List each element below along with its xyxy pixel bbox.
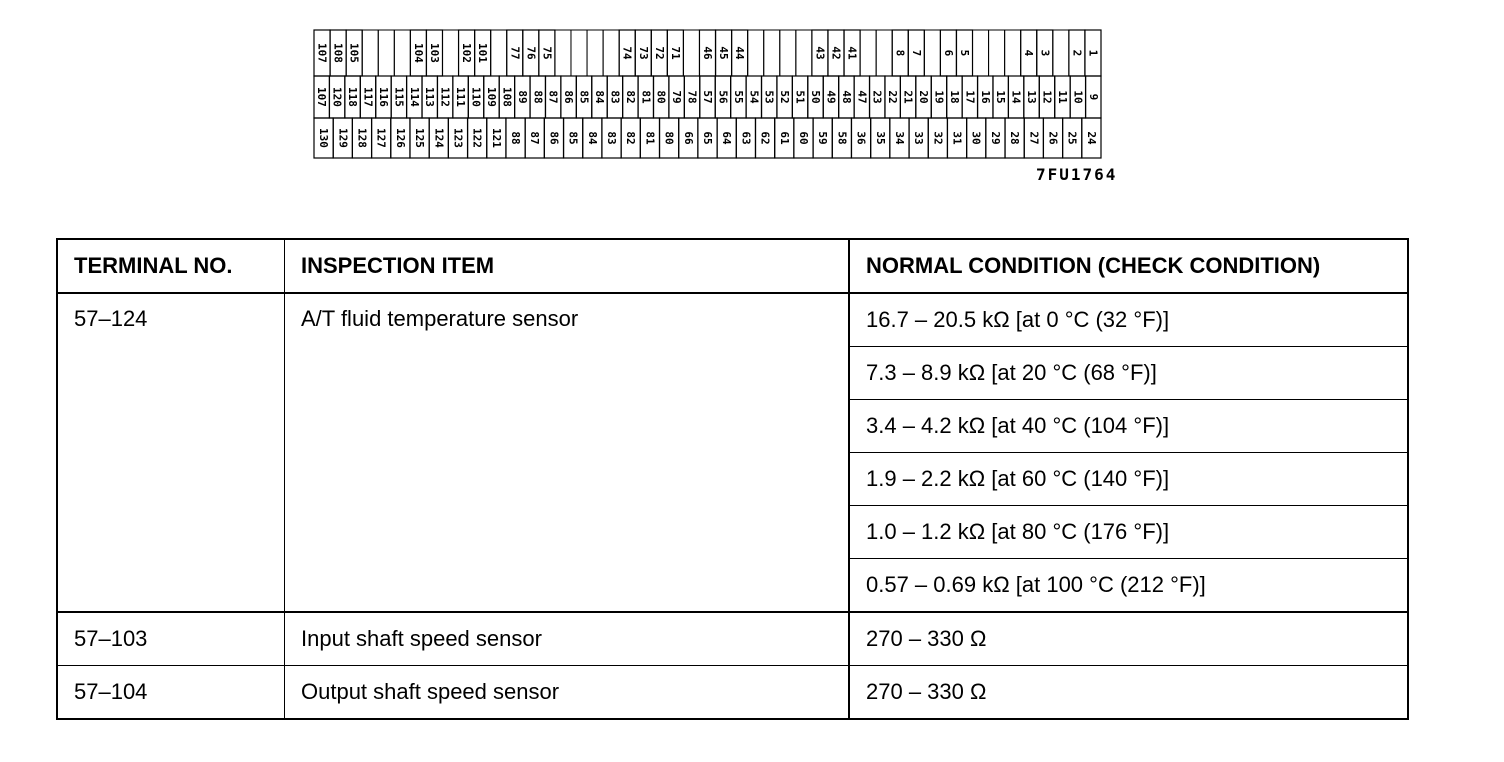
- connector-pin-label: 130: [317, 128, 331, 148]
- connector-key-slot: [796, 30, 812, 76]
- connector-pin-label: 46: [701, 46, 714, 60]
- connector-key-slot: [587, 30, 603, 76]
- connector-pin-label: 3: [1038, 49, 1052, 57]
- connector-pin-label: 55: [731, 90, 745, 104]
- connector-pin-label: 44: [733, 46, 747, 60]
- connector-pin-label: 102: [460, 43, 474, 63]
- connector-pin-label: 124: [432, 128, 446, 148]
- connector-pin-label: 108: [331, 43, 345, 63]
- connector-key-slot: [555, 30, 571, 76]
- connector-pin-label: 77: [508, 46, 522, 60]
- connector-pin-label: 42: [829, 46, 843, 60]
- connector-pin-label: 86: [547, 131, 561, 145]
- connector-pin-label: 48: [839, 90, 853, 104]
- connector-pin-label: 33: [912, 131, 926, 145]
- connector-pin-label: 81: [643, 131, 657, 145]
- connector-pin-label: 49: [824, 90, 838, 104]
- connector-pin-label: 101: [476, 43, 490, 63]
- connector-pin-label: 82: [623, 90, 637, 104]
- connector-pin-label: 64: [720, 131, 734, 145]
- connector-pin-label: 47: [855, 90, 869, 104]
- connector-key-slot: [780, 30, 796, 76]
- connector-pin-label: 30: [969, 131, 983, 145]
- connector-pin-label: 34: [892, 131, 906, 145]
- connector-pin-label: 62: [758, 131, 772, 145]
- item-cell: A/T fluid temperature sensor: [285, 293, 850, 612]
- table-row: [57, 293, 1408, 347]
- connector-pin-label: 60: [796, 131, 810, 145]
- connector-pin-label: 117: [361, 87, 375, 107]
- connector-pin-label: 87: [546, 90, 560, 104]
- condition-cell: 7.3 – 8.9 kΩ [at 20 °C (68 °F)]: [849, 347, 1408, 400]
- item-cell: Output shaft speed sensor: [285, 666, 850, 720]
- connector-pin-label: 79: [670, 90, 684, 104]
- connector-pin-label: 82: [624, 131, 638, 145]
- connector-pin-label: 32: [931, 131, 945, 145]
- connector-pin-label: 72: [652, 46, 666, 60]
- connector-pin-label: 89: [515, 90, 529, 104]
- connector-pin-label: 23: [870, 90, 884, 104]
- connector-pin-label: 12: [1040, 90, 1054, 104]
- connector-pin-label: 16: [978, 90, 992, 104]
- connector-pin-label: 17: [963, 90, 977, 104]
- connector-pin-label: 107: [315, 43, 329, 63]
- connector-pin-label: 83: [608, 90, 622, 104]
- condition-cell: 3.4 – 4.2 kΩ [at 40 °C (104 °F)]: [849, 400, 1408, 453]
- connector-pin-label: 86: [562, 90, 576, 104]
- connector-pin-label: 104: [411, 43, 425, 63]
- connector-pin-label: 19: [932, 90, 946, 104]
- item-cell: Input shaft speed sensor: [285, 612, 850, 666]
- connector-pin-label: 65: [701, 131, 714, 145]
- connector-pin-label: 118: [346, 87, 360, 107]
- connector-pin-label: 35: [873, 131, 887, 145]
- connector-pin-label: 74: [620, 46, 634, 60]
- connector-pin-label: 11: [1055, 90, 1069, 104]
- connector-pin-label: 8: [893, 49, 907, 57]
- connector-pin-label: 53: [762, 90, 776, 104]
- connector-pin-label: 126: [393, 128, 407, 148]
- header-inspection-item: INSPECTION ITEM: [285, 239, 850, 293]
- connector-pin-label: 112: [438, 87, 452, 107]
- terminal-cell: 57–104: [57, 666, 285, 720]
- condition-cell: 1.9 – 2.2 kΩ [at 60 °C (140 °F)]: [849, 453, 1408, 506]
- connector-pin-label: 83: [605, 131, 619, 145]
- header-normal-condition: NORMAL CONDITION (CHECK CONDITION): [849, 239, 1408, 293]
- connector-pin-label: 107: [315, 87, 329, 107]
- connector-pin-label: 29: [988, 131, 1002, 145]
- table-row: [57, 612, 1408, 666]
- terminal-cell: 57–103: [57, 612, 285, 666]
- connector-pin-label: 81: [639, 90, 653, 104]
- connector-pin-label: 113: [423, 87, 437, 107]
- connector-pin-label: 105: [347, 43, 361, 63]
- connector-pin-label: 75: [540, 46, 554, 60]
- condition-cell: 270 – 330 Ω: [849, 666, 1408, 720]
- connector-pinout-diagram: [0, 0, 1504, 200]
- connector-pin-label: 54: [747, 90, 761, 104]
- connector-pin-label: 26: [1046, 131, 1060, 145]
- connector-pin-label: 121: [489, 128, 503, 148]
- connector-pin-label: 71: [668, 46, 682, 60]
- connector-key-slot: [442, 30, 458, 76]
- connector-pin-label: 80: [654, 90, 668, 104]
- connector-key-slot: [394, 30, 410, 76]
- connector-key-slot: [1005, 30, 1021, 76]
- connector-pin-label: 25: [1065, 131, 1079, 145]
- connector-pin-label: 7: [909, 49, 923, 57]
- connector-pin-label: 10: [1071, 90, 1085, 104]
- connector-pin-label: 58: [835, 131, 849, 145]
- table-row: [57, 666, 1408, 720]
- connector-key-slot: [973, 30, 989, 76]
- connector-pin-label: 80: [662, 131, 676, 145]
- connector-key-slot: [603, 30, 619, 76]
- connector-pin-label: 61: [777, 131, 791, 145]
- connector-pin-label: 111: [454, 87, 468, 107]
- connector-pin-label: 27: [1027, 131, 1041, 145]
- connector-pin-label: 78: [685, 90, 699, 104]
- connector-pin-label: 4: [1022, 49, 1036, 57]
- condition-cell: 1.0 – 1.2 kΩ [at 80 °C (176 °F)]: [849, 506, 1408, 559]
- connector-key-slot: [491, 30, 507, 76]
- connector-key-slot: [989, 30, 1005, 76]
- connector-pin-label: 59: [816, 131, 830, 145]
- condition-cell: 270 – 330 Ω: [849, 612, 1408, 666]
- connector-pin-label: 84: [585, 131, 599, 145]
- connector-pin-label: 66: [681, 131, 695, 145]
- connector-pin-label: 41: [845, 46, 859, 60]
- connector-pin-label: 85: [566, 131, 580, 145]
- connector-pin-label: 125: [413, 128, 427, 148]
- connector-pin-label: 50: [809, 90, 823, 104]
- connector-pin-label: 110: [469, 87, 483, 107]
- connector-pin-label: 85: [577, 90, 591, 104]
- connector-pin-label: 45: [717, 46, 731, 60]
- connector-key-slot: [571, 30, 587, 76]
- connector-pin-label: 56: [716, 90, 730, 104]
- inspection-table: [56, 238, 1409, 720]
- connector-key-slot: [748, 30, 764, 76]
- connector-pin-label: 116: [376, 87, 390, 107]
- connector-pin-label: 6: [941, 49, 955, 57]
- connector-pin-label: 20: [917, 90, 931, 104]
- connector-pin-label: 2: [1070, 49, 1084, 57]
- condition-cell: 0.57 – 0.69 kΩ [at 100 °C (212 °F)]: [849, 559, 1408, 613]
- connector-pin-label: 84: [592, 90, 606, 104]
- table-header-row: [57, 239, 1408, 293]
- connector-key-slot: [860, 30, 876, 76]
- connector-pin-label: 28: [1008, 131, 1022, 145]
- connector-pin-label: 88: [531, 90, 545, 104]
- connector-pin-label: 63: [739, 131, 753, 145]
- connector-pin-label: 128: [355, 128, 369, 148]
- connector-pin-label: 9: [1086, 93, 1100, 101]
- connector-pin-label: 18: [947, 90, 961, 104]
- connector-key-slot: [924, 30, 940, 76]
- connector-key-slot: [378, 30, 394, 76]
- connector-pin-label: 123: [451, 128, 465, 148]
- connector-key-slot: [1053, 30, 1069, 76]
- connector-key-slot: [683, 30, 699, 76]
- terminal-cell: 57–124: [57, 293, 285, 612]
- header-terminal-no: TERMINAL NO.: [57, 239, 285, 293]
- connector-pin-label: 73: [636, 46, 650, 60]
- connector-pin-label: 114: [407, 87, 421, 107]
- connector-pin-label: 57: [701, 90, 714, 104]
- connector-pin-label: 31: [950, 131, 964, 145]
- figure-code: 7FU1764: [1036, 165, 1118, 184]
- connector-pin-label: 87: [528, 131, 542, 145]
- connector-pin-label: 115: [392, 87, 406, 107]
- connector-pin-label: 13: [1025, 90, 1039, 104]
- connector-key-slot: [764, 30, 780, 76]
- connector-pin-label: 120: [330, 87, 344, 107]
- connector-pin-label: 88: [509, 131, 523, 145]
- connector-pin-label: 24: [1084, 131, 1098, 145]
- condition-cell: 16.7 – 20.5 kΩ [at 0 °C (32 °F)]: [849, 293, 1408, 347]
- connector-key-slot: [876, 30, 892, 76]
- connector-pin-label: 109: [484, 87, 498, 107]
- connector-pin-label: 129: [336, 128, 350, 148]
- connector-pin-label: 122: [470, 128, 484, 148]
- connector-pin-label: 76: [524, 46, 538, 60]
- connector-pin-label: 103: [427, 43, 441, 63]
- connector-key-slot: [362, 30, 378, 76]
- connector-pin-label: 108: [500, 87, 514, 107]
- connector-pin-label: 15: [994, 90, 1008, 104]
- connector-pin-label: 14: [1009, 90, 1023, 104]
- connector-pin-label: 1: [1086, 49, 1100, 57]
- connector-pin-label: 21: [901, 90, 915, 104]
- connector-pin-label: 5: [957, 49, 971, 57]
- connector-pin-label: 36: [854, 131, 868, 145]
- connector-pin-label: 51: [793, 90, 807, 104]
- connector-pin-label: 22: [886, 90, 900, 104]
- connector-pin-label: 43: [813, 46, 827, 60]
- connector-pin-label: 127: [374, 128, 388, 148]
- connector-pin-label: 52: [778, 90, 792, 104]
